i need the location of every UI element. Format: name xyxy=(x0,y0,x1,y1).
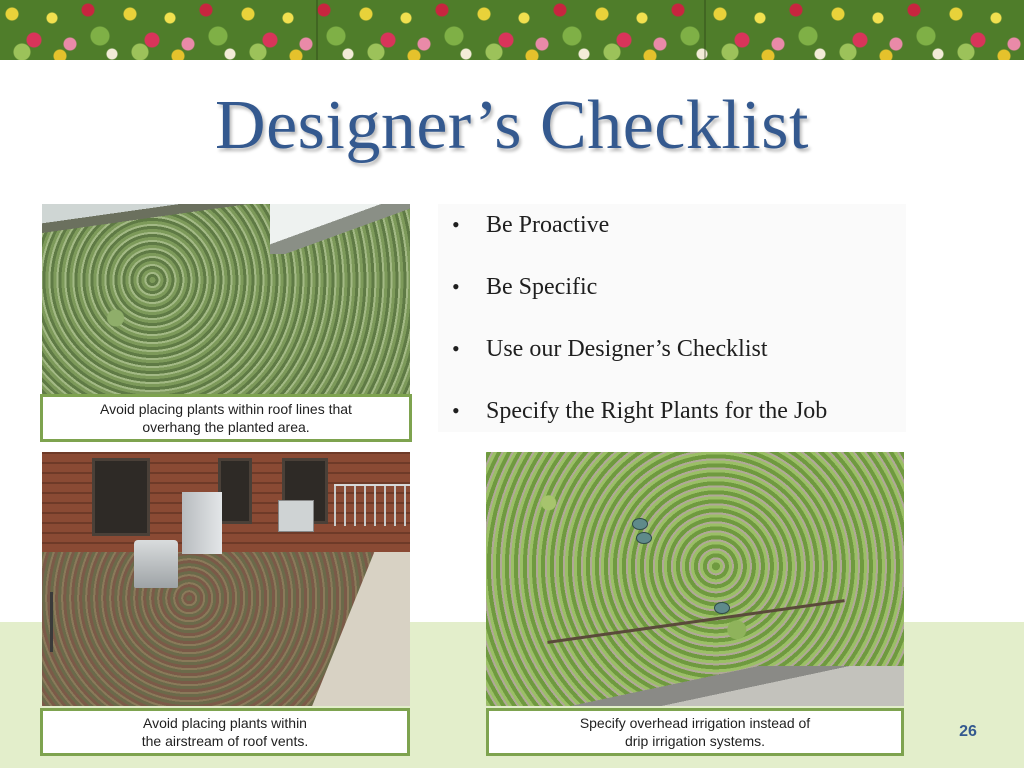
roof-vent-photo xyxy=(42,452,410,706)
pole xyxy=(50,592,53,652)
flower-banner xyxy=(0,0,1024,60)
photo-caption xyxy=(486,708,904,756)
caption-line: overhang the planted area. xyxy=(142,419,310,435)
bullet-dot: • xyxy=(452,336,460,361)
page-number: 26 xyxy=(959,723,977,740)
sprinkler-head xyxy=(636,532,652,544)
green-roof-overhang-photo xyxy=(42,204,410,394)
banner-divider xyxy=(316,0,318,60)
bullet-text: Use our Designer’s Checklist xyxy=(486,336,768,362)
window xyxy=(218,458,252,524)
window xyxy=(92,458,150,536)
caption-line: Avoid placing plants within xyxy=(143,715,307,731)
bullet-dot: • xyxy=(452,212,460,237)
bullet-item xyxy=(452,208,827,270)
bullet-text: Be Proactive xyxy=(486,212,610,238)
bullet-list xyxy=(452,208,827,456)
bullet-item xyxy=(452,394,827,456)
slide-title: Designer’s Checklist xyxy=(215,87,809,164)
ac-unit xyxy=(278,500,314,532)
roof-curb xyxy=(486,666,904,706)
bullet-dot: • xyxy=(452,274,460,299)
caption-line: the airstream of roof vents. xyxy=(141,733,309,749)
bullet-text: Be Specific xyxy=(486,274,598,300)
sprinkler-head xyxy=(714,602,730,614)
caption-line: drip irrigation systems. xyxy=(624,733,766,749)
bullet-item xyxy=(452,270,827,332)
roof-edge xyxy=(270,204,410,254)
sprinkler-head xyxy=(632,518,648,530)
caption-line: Specify overhead irrigation instead of xyxy=(579,715,811,731)
bullet-item xyxy=(452,332,827,394)
vent-unit xyxy=(182,492,222,554)
bullet-text: Specify the Right Plants for the Job xyxy=(486,398,828,424)
roof-vent xyxy=(134,540,178,588)
drip-line xyxy=(547,599,844,644)
photo-caption xyxy=(40,708,410,756)
banner-divider xyxy=(704,0,706,60)
bullet-dot: • xyxy=(452,398,460,423)
irrigation-photo xyxy=(486,452,904,706)
railing xyxy=(334,484,410,526)
caption-line: Avoid placing plants within roof lines that xyxy=(100,401,352,417)
photo-caption xyxy=(40,394,412,442)
